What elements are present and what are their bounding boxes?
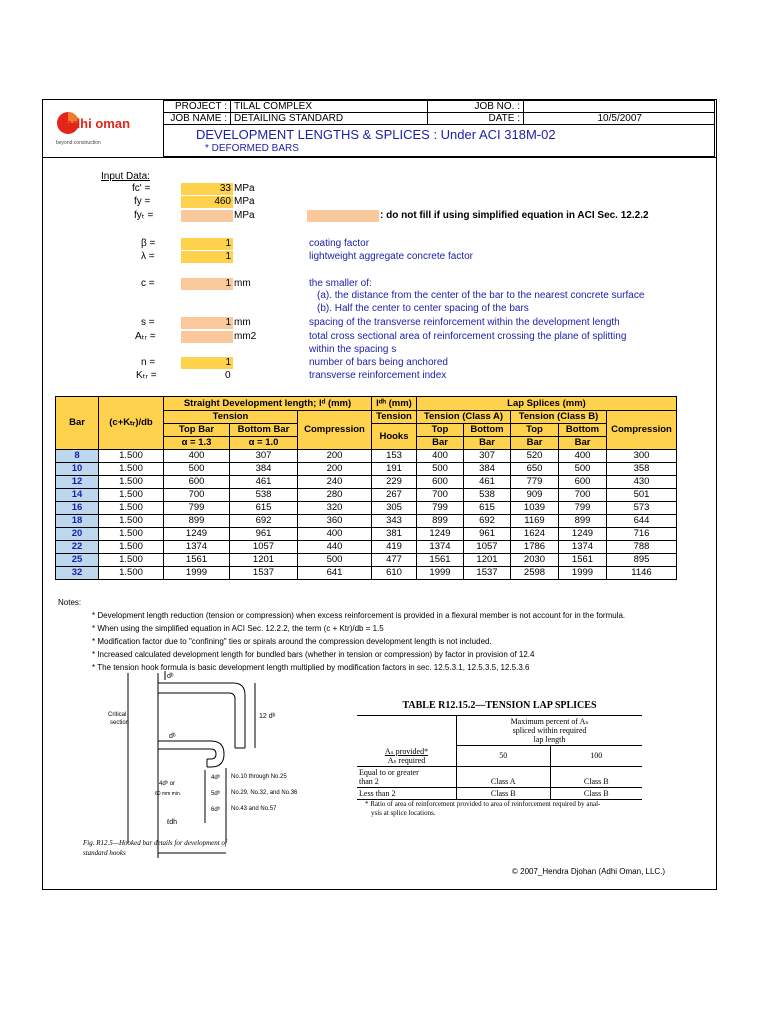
fy-label: fy = xyxy=(134,196,151,207)
table-cell: 461 xyxy=(230,476,298,489)
table-cell: 1201 xyxy=(230,554,298,567)
fc-input[interactable]: 33 xyxy=(181,183,233,195)
fig-60mm: 60 mm min. xyxy=(155,791,182,797)
bar-size-cell: 18 xyxy=(56,515,99,528)
lap-splice-table xyxy=(357,700,642,818)
bar-size-cell: 12 xyxy=(56,476,99,489)
fyt-label: fyₜ = xyxy=(134,210,154,221)
fig-no10: No.10 through No.25 xyxy=(231,774,287,780)
table-cell: 1.500 xyxy=(99,476,164,489)
table-cell: 961 xyxy=(464,528,511,541)
fig-caption-1: Fig. R12.5—Hooked bar details for development of xyxy=(83,839,227,847)
th-bar: Bar xyxy=(56,397,99,450)
atr-desc-1: total cross sectional area of reinforcement crossing the plane of splitting xyxy=(309,331,627,342)
table-cell: 1.500 xyxy=(99,489,164,502)
table-cell: 520 xyxy=(511,450,559,463)
fy-input[interactable]: 460 xyxy=(181,196,233,208)
th-a-bottom-bar: Bar xyxy=(464,437,511,450)
s-label: s = xyxy=(141,317,155,328)
table-cell: 1999 xyxy=(417,567,464,580)
s-input[interactable]: 1 xyxy=(181,317,233,329)
table-cell: 1057 xyxy=(464,541,511,554)
table-cell: 1.500 xyxy=(99,554,164,567)
th-a-bottom: Bottom xyxy=(464,424,511,437)
table-cell: 500 xyxy=(298,554,372,567)
table-cell: 799 xyxy=(417,502,464,515)
copyright: © 2007_Hendra Djohan (Adhi Oman, LLC.) xyxy=(512,867,666,876)
company-logo xyxy=(56,103,154,149)
table-cell: 1249 xyxy=(417,528,464,541)
table-row xyxy=(56,450,677,463)
table-cell: 961 xyxy=(230,528,298,541)
th-b-top: Top xyxy=(511,424,559,437)
bar-size-cell: 16 xyxy=(56,502,99,515)
table-row xyxy=(56,515,677,528)
table-cell: 191 xyxy=(372,463,417,476)
table-cell: 1249 xyxy=(559,528,607,541)
beta-input[interactable]: 1 xyxy=(181,238,233,250)
table-cell: 1374 xyxy=(164,541,230,554)
atr-desc-2: within the spacing s xyxy=(309,344,397,355)
table-cell: 1561 xyxy=(417,554,464,567)
table-cell: 1169 xyxy=(511,515,559,528)
header-divider xyxy=(42,157,716,158)
table-cell: 799 xyxy=(559,502,607,515)
c-desc-3: (b). Half the center to center spacing of the bars xyxy=(317,303,529,314)
ktr-label: Kₜᵣ = xyxy=(136,370,157,381)
table-row xyxy=(56,554,677,567)
lap-row1-50: Class A xyxy=(457,766,551,787)
table-cell: 600 xyxy=(164,476,230,489)
date-label: DATE : xyxy=(427,112,524,125)
table-row xyxy=(56,502,677,515)
note-4: * Increased calculated development length for bundled bars (whether in tension or compression) by factor in provision of 12.4 xyxy=(92,650,535,659)
th-b-bottom: Bottom xyxy=(559,424,607,437)
fig-critical: Critical xyxy=(108,712,127,718)
table-cell: 200 xyxy=(298,450,372,463)
th-hooks: Hooks xyxy=(372,424,417,450)
table-cell: 1.500 xyxy=(99,515,164,528)
n-label: n = xyxy=(141,357,156,368)
fyt-note-box[interactable] xyxy=(307,210,379,222)
bar-size-cell: 22 xyxy=(56,541,99,554)
table-cell: 1999 xyxy=(164,567,230,580)
table-cell: 2598 xyxy=(511,567,559,580)
c-unit: mm xyxy=(234,278,251,289)
th-compression-lap: Compression xyxy=(607,411,677,450)
bar-size-cell: 14 xyxy=(56,489,99,502)
th-lap: Lap Splices (mm) xyxy=(417,397,677,411)
lap-foot-2: ysis at splice locations. xyxy=(371,808,436,817)
table-cell: 692 xyxy=(230,515,298,528)
table-cell: 1.500 xyxy=(99,502,164,515)
table-cell: 430 xyxy=(607,476,677,489)
table-cell: 384 xyxy=(230,463,298,476)
fy-unit: MPa xyxy=(234,196,255,207)
table-cell: 1537 xyxy=(464,567,511,580)
table-cell: 1.500 xyxy=(99,541,164,554)
th-straight: Straight Development length; lᵈ (mm) xyxy=(164,397,372,411)
table-cell: 477 xyxy=(372,554,417,567)
table-cell: 153 xyxy=(372,450,417,463)
lap-row1-b: than 2 xyxy=(359,776,379,786)
bar-size-cell: 10 xyxy=(56,463,99,476)
lap-ratio-top: Aₛ provided* xyxy=(384,746,429,756)
th-ckd: (c+Kₜᵣ)/db xyxy=(99,397,164,450)
c-desc-2: (a). the distance from the center of the bar to the nearest concrete surface xyxy=(317,290,645,301)
table-cell: 307 xyxy=(464,450,511,463)
fig-db-top: dᵇ xyxy=(167,673,174,680)
table-cell: 307 xyxy=(230,450,298,463)
project-value: TILAL COMPLEX xyxy=(230,100,428,113)
th-class-a: Tension (Class A) xyxy=(417,411,511,424)
table-cell: 500 xyxy=(164,463,230,476)
lap-ratio-bot: Aₛ required xyxy=(387,755,426,765)
table-cell: 360 xyxy=(298,515,372,528)
n-input[interactable]: 1 xyxy=(181,357,233,369)
note-1: * Development length reduction (tension or compression) when excess reinforcement is provided in a flexural member is not account for in the formula. xyxy=(92,611,626,620)
note-5: * The tension hook formula is basic development length multiplied by modification factors in sec. 12.5.3.1, 12.5.3.5, 12.5.3.6 xyxy=(92,663,530,672)
fig-4db: 4dᵇ xyxy=(211,775,220,781)
development-length-table xyxy=(55,396,677,580)
lap-max-1: Maximum percent of Aₛ xyxy=(510,717,589,726)
table-cell: 400 xyxy=(298,528,372,541)
table-cell: 240 xyxy=(298,476,372,489)
fyt-note: : do not fill if using simplified equation in ACI Sec. 12.2.2 xyxy=(380,210,649,221)
table-cell: 1.500 xyxy=(99,450,164,463)
table-cell: 899 xyxy=(417,515,464,528)
table-cell: 384 xyxy=(464,463,511,476)
table-body xyxy=(56,450,677,580)
table-cell: 1374 xyxy=(559,541,607,554)
table-cell: 1039 xyxy=(511,502,559,515)
lap-max-3: lap length xyxy=(533,735,566,744)
table-cell: 1624 xyxy=(511,528,559,541)
table-cell: 1057 xyxy=(230,541,298,554)
th-b-top-bar: Bar xyxy=(511,437,559,450)
input-heading: Input Data: xyxy=(101,171,150,182)
notes xyxy=(60,596,625,674)
table-cell: 229 xyxy=(372,476,417,489)
page-subtitle: * DEFORMED BARS xyxy=(205,143,299,154)
beta-label: β = xyxy=(141,238,156,249)
table-row xyxy=(56,528,677,541)
table-cell: 1537 xyxy=(230,567,298,580)
table-cell: 1561 xyxy=(559,554,607,567)
project-label: PROJECT : xyxy=(163,100,231,113)
lap-col-100: 100 xyxy=(550,746,642,767)
table-cell: 641 xyxy=(298,567,372,580)
fig-6db: 6dᵇ xyxy=(211,807,220,813)
lap-max-2: spliced within required xyxy=(512,726,587,735)
th-b-bottom-bar: Bar xyxy=(559,437,607,450)
table-cell: 1249 xyxy=(164,528,230,541)
table-cell: 1999 xyxy=(559,567,607,580)
ktr-desc: transverse reinforcement index xyxy=(309,370,447,381)
table-cell: 1374 xyxy=(417,541,464,554)
atr-label: Aₜᵣ = xyxy=(135,331,156,342)
table-cell: 899 xyxy=(164,515,230,528)
lap-title: TABLE R12.15.2—TENSION LAP SPLICES xyxy=(402,700,597,711)
lambda-desc: lightweight aggregate concrete factor xyxy=(309,251,473,262)
hook-figure xyxy=(83,668,323,868)
lap-row1-a: Equal to or greater xyxy=(359,767,419,777)
table-cell: 343 xyxy=(372,515,417,528)
table-cell: 700 xyxy=(164,489,230,502)
table-cell: 909 xyxy=(511,489,559,502)
table-cell: 419 xyxy=(372,541,417,554)
table-cell: 300 xyxy=(607,450,677,463)
jobno-label: JOB NO. : xyxy=(427,100,524,113)
logo-tagline: beyond construction xyxy=(56,140,101,146)
table-cell: 500 xyxy=(559,463,607,476)
th-top-bar: Top Bar xyxy=(164,424,230,437)
table-cell: 1.500 xyxy=(99,463,164,476)
table-cell: 899 xyxy=(559,515,607,528)
fc-label: fc' = xyxy=(132,183,151,194)
bar-size-cell: 8 xyxy=(56,450,99,463)
bar-size-cell: 25 xyxy=(56,554,99,567)
table-cell: 200 xyxy=(298,463,372,476)
table-cell: 799 xyxy=(164,502,230,515)
table-cell: 538 xyxy=(230,489,298,502)
th-tension: Tension xyxy=(164,411,298,424)
c-label: c = xyxy=(141,278,155,289)
table-cell: 1201 xyxy=(464,554,511,567)
table-row xyxy=(56,463,677,476)
table-cell: 358 xyxy=(607,463,677,476)
fig-12db: 12 dᵇ xyxy=(259,713,276,720)
table-cell: 700 xyxy=(417,489,464,502)
table-cell: 500 xyxy=(417,463,464,476)
table-cell: 788 xyxy=(607,541,677,554)
atr-unit: mm2 xyxy=(234,331,257,342)
th-alpha-13: α = 1.3 xyxy=(164,437,230,450)
table-cell: 305 xyxy=(372,502,417,515)
th-a-top-bar: Bar xyxy=(417,437,464,450)
lambda-input[interactable]: 1 xyxy=(181,251,233,263)
table-cell: 1786 xyxy=(511,541,559,554)
table-row xyxy=(56,489,677,502)
table-row xyxy=(56,541,677,554)
th-ldh: lᵈʰ (mm) xyxy=(372,397,417,411)
th-bottom-bar: Bottom Bar xyxy=(230,424,298,437)
table-cell: 692 xyxy=(464,515,511,528)
table-cell: 615 xyxy=(230,502,298,515)
fig-caption-2: standard hooks xyxy=(83,849,126,857)
table-cell: 1146 xyxy=(607,567,677,580)
lap-row1-100: Class B xyxy=(550,766,642,787)
table-cell: 381 xyxy=(372,528,417,541)
n-desc: number of bars being anchored xyxy=(309,357,448,368)
lap-row2: Less than 2 xyxy=(359,788,396,798)
fc-unit: MPa xyxy=(234,183,255,194)
th-class-b: Tension (Class B) xyxy=(511,411,607,424)
date-value: 10/5/2007 xyxy=(523,112,715,125)
note-2: * When using the simplified equation in ACI Sec. 12.2.2, the term (c + Ktr)/db = 1.5 xyxy=(92,624,384,633)
fyt-input[interactable] xyxy=(181,210,233,222)
table-cell: 644 xyxy=(607,515,677,528)
lap-row2-50: Class B xyxy=(457,787,551,799)
fig-db-mid: dᵇ xyxy=(169,733,176,740)
table-cell: 895 xyxy=(607,554,677,567)
table-cell: 320 xyxy=(298,502,372,515)
note-3: * Modification factor due to "confining" ties or spirals around the compression development length is not included. xyxy=(92,637,492,646)
fig-no29: No.29, No.32, and No.36 xyxy=(231,790,298,796)
th-compression: Compression xyxy=(298,411,372,450)
th-alpha-10: α = 1.0 xyxy=(230,437,298,450)
table-cell: 779 xyxy=(511,476,559,489)
ktr-value: 0 xyxy=(225,370,231,381)
fig-ldh: ℓdh xyxy=(167,819,178,826)
fig-5db: 5dᵇ xyxy=(211,791,220,797)
fig-section: section xyxy=(110,720,130,726)
bar-size-cell: 20 xyxy=(56,528,99,541)
page-title: DEVELOPMENT LENGTHS & SPLICES : Under ACI 318M-02 xyxy=(196,127,556,142)
lap-col-50: 50 xyxy=(457,746,551,767)
table-cell: 650 xyxy=(511,463,559,476)
table-cell: 400 xyxy=(559,450,607,463)
bar-size-cell: 32 xyxy=(56,567,99,580)
table-cell: 538 xyxy=(464,489,511,502)
table-cell: 461 xyxy=(464,476,511,489)
table-cell: 400 xyxy=(164,450,230,463)
lap-row2-100: Class B xyxy=(550,787,642,799)
hook-drawing-icon xyxy=(83,668,323,868)
table-cell: 2030 xyxy=(511,554,559,567)
table-cell: 1.500 xyxy=(99,528,164,541)
th-a-top: Top xyxy=(417,424,464,437)
table-cell: 267 xyxy=(372,489,417,502)
c-input[interactable]: 1 xyxy=(181,278,233,290)
fig-no43: No.43 and No.57 xyxy=(231,806,277,812)
lambda-label: λ = xyxy=(141,251,155,262)
lap-foot-1: * Ratio of area of reinforcement provided to area of reinforcement required by anal- xyxy=(365,799,601,808)
c-desc-1: the smaller of: xyxy=(309,278,372,289)
beta-desc: coating factor xyxy=(309,238,370,249)
atr-input[interactable] xyxy=(181,331,233,343)
table-cell: 280 xyxy=(298,489,372,502)
table-cell: 1561 xyxy=(164,554,230,567)
table-cell: 700 xyxy=(559,489,607,502)
table-row xyxy=(56,567,677,580)
s-unit: mm xyxy=(234,317,251,328)
s-desc: spacing of the transverse reinforcement within the development length xyxy=(309,317,620,328)
table-cell: 610 xyxy=(372,567,417,580)
table-cell: 1.500 xyxy=(99,567,164,580)
table-cell: 600 xyxy=(417,476,464,489)
table-cell: 600 xyxy=(559,476,607,489)
table-cell: 400 xyxy=(417,450,464,463)
table-cell: 716 xyxy=(607,528,677,541)
table-cell: 440 xyxy=(298,541,372,554)
table-cell: 573 xyxy=(607,502,677,515)
fig-4db-or: 4dᵇ or xyxy=(159,781,175,787)
th-tension-hook: Tension xyxy=(372,411,417,424)
jobname-label: JOB NAME : xyxy=(163,112,231,125)
table-cell: 615 xyxy=(464,502,511,515)
fyt-unit: MPa xyxy=(234,210,255,221)
table-row xyxy=(56,476,677,489)
jobname-value: DETAILING STANDARD xyxy=(230,112,428,125)
logo-text: adhi oman xyxy=(65,116,131,131)
table-cell: 501 xyxy=(607,489,677,502)
notes-heading: Notes: xyxy=(58,598,82,607)
